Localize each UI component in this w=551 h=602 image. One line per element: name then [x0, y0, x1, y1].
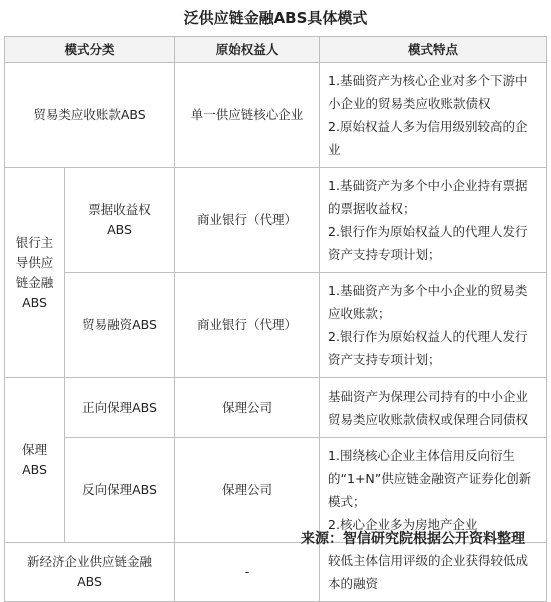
- mode-cell: 反向保理ABS: [65, 438, 175, 543]
- originator-cell: -: [175, 543, 320, 602]
- features-cell: [320, 168, 547, 273]
- table-title: 泛供应链金融ABS具体模式: [183, 9, 368, 27]
- header-mode: 模式分类: [5, 37, 175, 63]
- source-note: 来源：智信研究院根据公开资料整理: [301, 531, 525, 547]
- group-cell: 保理ABS: [5, 378, 65, 543]
- features-cell: [320, 543, 547, 602]
- mode-cell: 贸易类应收账款ABS: [5, 63, 175, 168]
- group-cell: 银行主导供应链金融ABS: [5, 168, 65, 378]
- header-features: 模式特点: [320, 37, 547, 63]
- table-row: [5, 63, 547, 168]
- feature-line: 1.基础资产为多个中小企业的贸易类应收账款；: [328, 283, 528, 321]
- originator-cell: 保理公司: [175, 438, 320, 543]
- table-row: [5, 168, 547, 273]
- features-cell: [320, 63, 547, 168]
- header-row: [5, 37, 547, 63]
- feature-line: 2.银行作为原始权益人的代理人发行资产支持专项计划；: [328, 224, 528, 262]
- feature-line: 1.基础资产为核心企业对多个下游中小企业的贸易类应收账款债权: [328, 73, 528, 111]
- feature-line: 2.银行作为原始权益人的代理人发行资产支持专项计划；: [328, 329, 528, 367]
- mode-cell: 正向保理ABS: [65, 378, 175, 438]
- features-cell: [320, 438, 547, 543]
- table-row: [5, 438, 547, 543]
- features-cell: [320, 378, 547, 438]
- mode-cell: 贸易融资ABS: [65, 273, 175, 378]
- feature-line: 1.围绕核心企业主体信用反向衍生的“1+N”供应链金融资产证券化创新模式；: [328, 448, 532, 509]
- table-row: [5, 378, 547, 438]
- originator-cell: 保理公司: [175, 378, 320, 438]
- originator-cell: 单一供应链核心企业: [175, 63, 320, 168]
- abs-modes-table: [4, 36, 547, 602]
- feature-line: 基础资产为保理公司持有的中小企业贸易类应收账款债权或保理合同债权: [328, 388, 529, 427]
- originator-cell: 商业银行（代理）: [175, 168, 320, 273]
- header-originator: 原始权益人: [175, 37, 320, 63]
- feature-line: 1.基础资产为多个中小企业持有票据的票据收益权；: [328, 178, 528, 216]
- feature-line: 2.核心企业多为房地产企业: [328, 517, 478, 532]
- table-row: [5, 543, 547, 602]
- originator-cell: 商业银行（代理）: [175, 273, 320, 378]
- table-row: [5, 273, 547, 378]
- mode-cell: 新经济企业供应链金融ABS: [5, 543, 175, 602]
- features-cell: [320, 273, 547, 378]
- feature-line: 2.原始权益人多为信用级别较高的企业: [328, 119, 528, 157]
- feature-line: 较低主体信用评级的企业获得较低成本的融资: [328, 553, 529, 591]
- mode-cell: 票据收益权ABS: [65, 168, 175, 273]
